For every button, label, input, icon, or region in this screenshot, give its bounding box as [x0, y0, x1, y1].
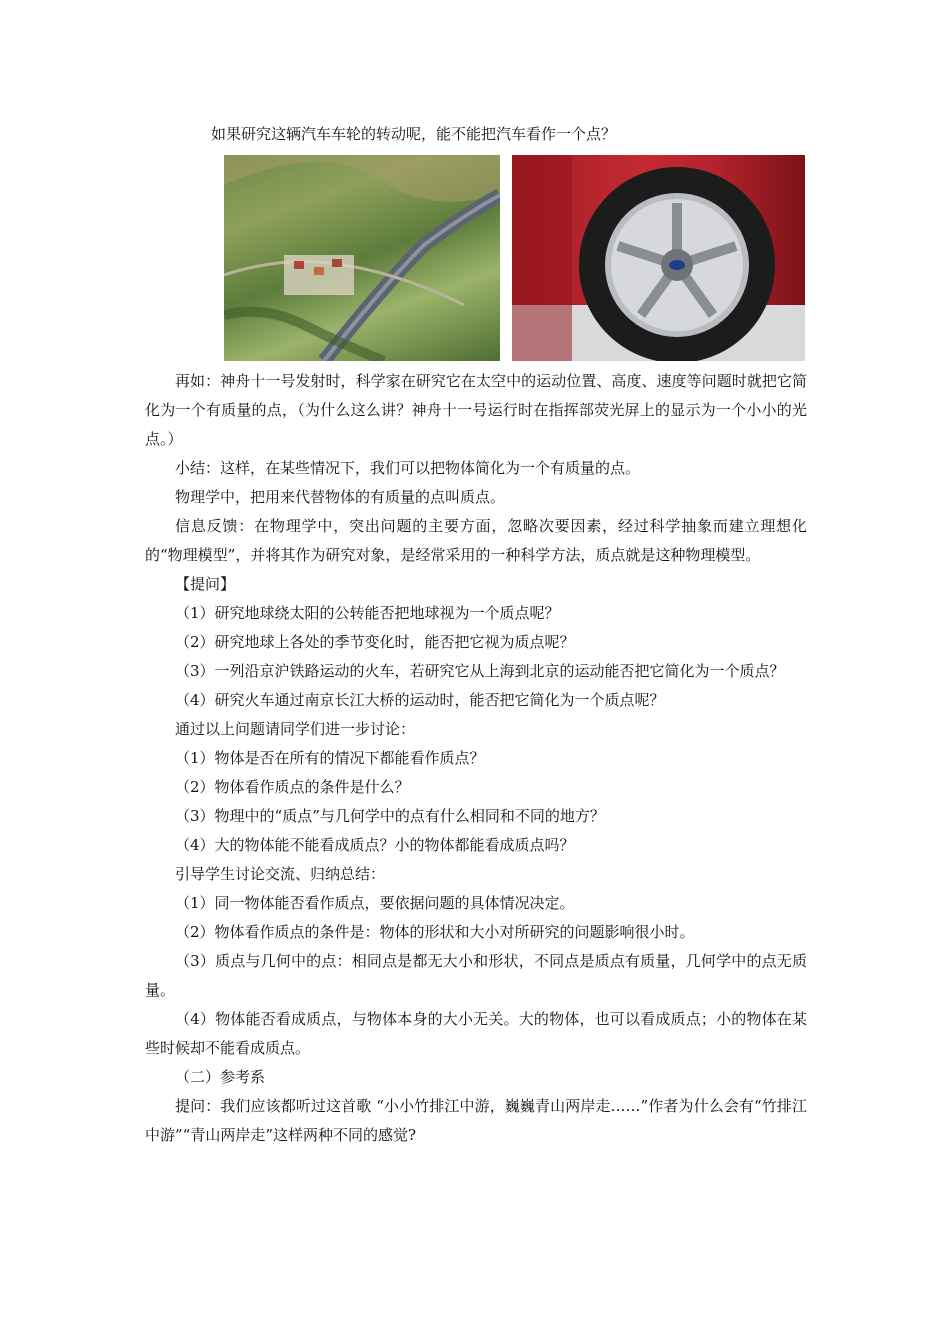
- paragraph: （1）研究地球绕太阳的公转能否把地球视为一个质点呢？: [175, 604, 560, 622]
- car-wheel-photo: [512, 155, 805, 361]
- intro-question: 如果研究这辆汽车车轮的转动呢，能不能把汽车看作一个点？: [211, 125, 617, 143]
- paragraph: 物理学中，把用来代替物体的有质量的点叫质点。: [175, 488, 506, 506]
- image-row: [224, 155, 807, 361]
- aerial-highway-photo: [224, 155, 500, 361]
- paragraph: （4）大的物体能不能看成质点？小的物体都能看成质点吗？: [175, 836, 575, 854]
- paragraph: （2）研究地球上各处的季节变化时，能否把它视为质点呢？: [175, 633, 575, 651]
- paragraph: 【提问】: [175, 575, 236, 593]
- paragraph: 引导学生讨论交流、归纳总结：: [175, 865, 386, 883]
- paragraph: （2）物体看作质点的条件是什么？: [175, 778, 410, 796]
- document-body: [145, 120, 807, 1150]
- paragraph: 信息反馈：在物理学中，突出问题的主要方面，忽略次要因素，经过科学抽象而建立理想化的“物理模型”，并将其作为研究对象，是经常采用的一种科学方法，质点就是这种物理模型。: [145, 517, 807, 564]
- paragraph: （4）研究火车通过南京长江大桥的运动时，能否把它简化为一个质点呢？: [175, 691, 665, 709]
- paragraph: 再如：神舟十一号发射时，科学家在研究它在太空中的运动位置、高度、速度等问题时就把它简化为一个有质量的点，（为什么这么讲？神舟十一号运行时在指挥部荧光屏上的显示为一个小小的光点。）: [145, 372, 807, 448]
- paragraph: （1）物体是否在所有的情况下都能看作质点？: [175, 749, 485, 767]
- paragraph: 通过以上问题请同学们进一步讨论：: [175, 720, 416, 738]
- paragraph: （3）物理中的“质点”与几何学中的点有什么相同和不同的地方？: [175, 807, 605, 825]
- paragraph: （3）质点与几何中的点：相同点是都无大小和形状，不同点是质点有质量，几何学中的点无质量。: [145, 952, 807, 999]
- paragraph: 小结：这样，在某些情况下，我们可以把物体简化为一个有质量的点。: [175, 459, 641, 477]
- paragraph-list: [145, 367, 807, 1150]
- paragraph: （4）物体能否看成质点，与物体本身的大小无关。大的物体，也可以看成质点；小的物体在某些时候却不能看成质点。: [145, 1010, 807, 1057]
- paragraph: （2）物体看作质点的条件是：物体的形状和大小对所研究的问题影响很小时。: [175, 923, 695, 941]
- paragraph: （1）同一物体能否看作质点，要依据问题的具体情况决定。: [175, 894, 575, 912]
- paragraph: （3）一列沿京沪铁路运动的火车，若研究它从上海到北京的运动能否把它简化为一个质点？: [175, 662, 785, 680]
- paragraph: 提问：我们应该都听过这首歌 “小小竹排江中游，巍巍青山两岸走……”作者为什么会有“竹排江中游”“青山两岸走”这样两种不同的感觉?: [145, 1097, 807, 1144]
- paragraph: （二）参考系: [175, 1068, 266, 1086]
